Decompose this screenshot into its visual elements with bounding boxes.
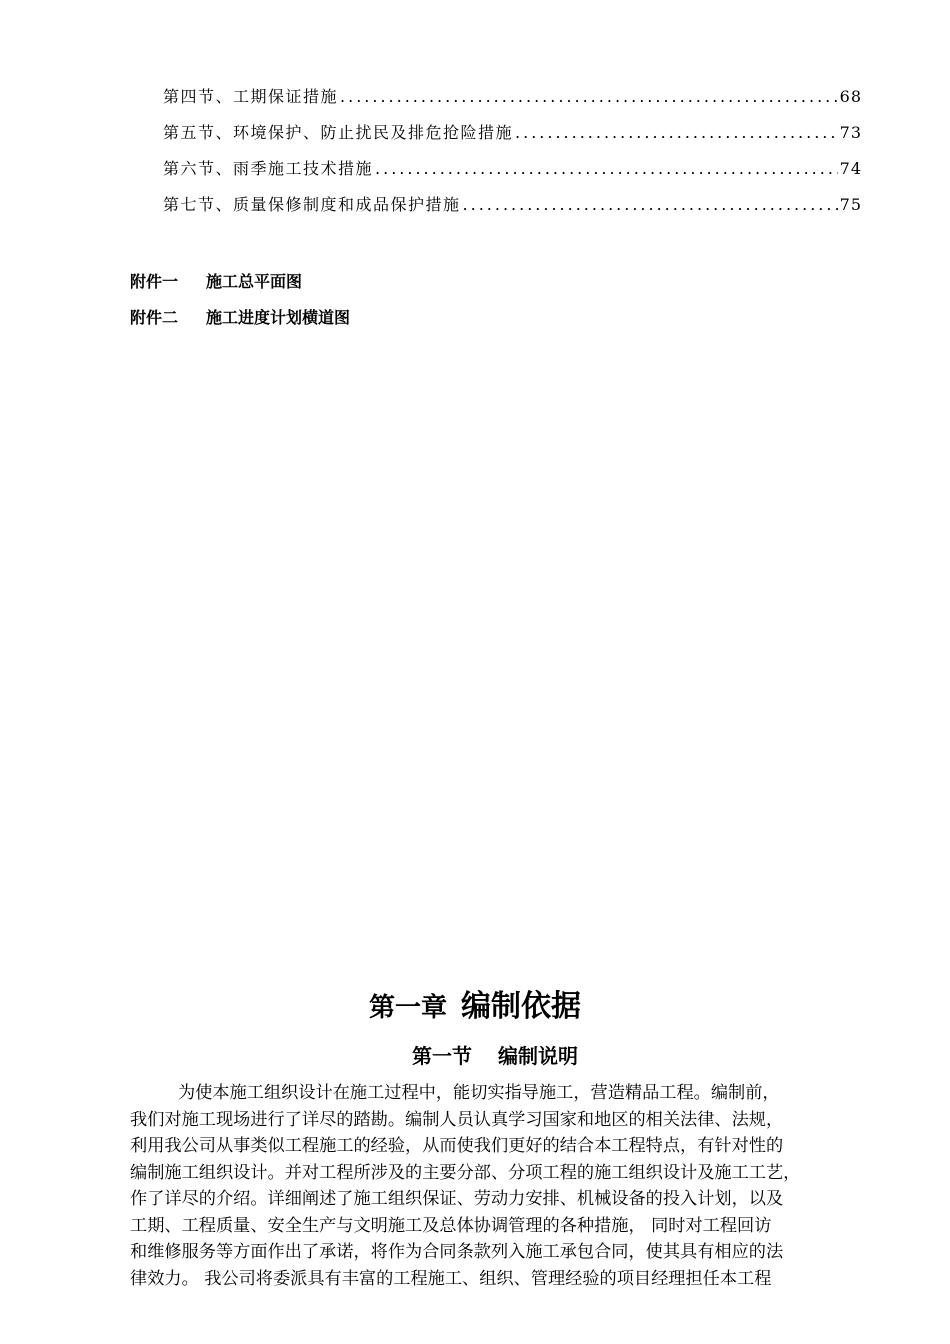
chapter-number: 第一章 [368,993,447,1023]
paragraph-line: 工期、工程质量、安全生产与文明施工及总体协调管理的各种措施， 同时对工程回访 [130,1215,772,1236]
paragraph-line: 作了详尽的介绍。详细阐述了施工组织保证、劳动力安排、机械设备的投入计划，以及 [130,1189,784,1209]
toc-entry-page: 68 [839,87,862,106]
annex-title: 施工进度计划横道图 [206,307,351,327]
chapter-heading [0,986,950,1029]
toc-entry[interactable] [163,192,862,228]
toc-leader-dots [375,159,838,178]
body-paragraph [130,1080,872,1292]
toc-entry-page: 75 [839,195,862,214]
toc-entry[interactable] [163,84,862,120]
paragraph-line: 编制施工组织设计。并对工程所涉及的主要分部、分项工程的施工组织设计及施工工艺， [130,1162,801,1183]
toc-entry-page: 73 [839,123,862,142]
paragraph-line: 我们对施工现场进行了详尽的踏勘。编制人员认真学习国家和地区的相关法律、法规， [130,1109,784,1130]
paragraph-line: 和维修服务等方面作出了承诺，将作为合同条款列入施工承包合同，使其具有相应的法 [130,1242,784,1262]
toc-leader-dots [463,195,838,214]
toc-entry-title: 第五节、环境保护、防止扰民及排危抢险措施 [163,123,514,142]
section-number: 第一节 [412,1044,472,1068]
table-of-contents [163,84,862,228]
toc-leader-dots [515,123,838,142]
toc-entry-title: 第七节、质量保修制度和成品保护措施 [163,195,461,214]
annex-entry[interactable] [130,262,350,298]
annex-entry[interactable] [130,298,350,334]
section-title: 编制说明 [498,1044,578,1068]
toc-entry[interactable] [163,120,862,156]
paragraph-line: 为使本施工组织设计在施工过程中，能切实指导施工，营造精品工程。编制前， [178,1083,780,1103]
chapter-title: 编制依据 [461,989,581,1024]
toc-entry-title: 第六节、雨季施工技术措施 [163,159,374,178]
annex-list [130,262,350,334]
toc-entry[interactable] [163,156,862,192]
toc-leader-dots [340,87,838,106]
annex-title: 施工总平面图 [206,271,303,291]
paragraph-line: 律效力。 我公司将委派具有丰富的工程施工、组织、管理经验的项目经理担任本工程 [130,1268,772,1289]
annex-label: 附件二 [130,307,179,327]
annex-label: 附件一 [130,271,179,291]
toc-entry-title: 第四节、工期保证措施 [163,87,339,106]
paragraph-line: 利用我公司从事类似工程施工的经验，从而使我们更好的结合本工程特点，有针对性的 [130,1136,784,1156]
toc-entry-page: 74 [839,159,862,178]
section-heading [0,1041,950,1071]
